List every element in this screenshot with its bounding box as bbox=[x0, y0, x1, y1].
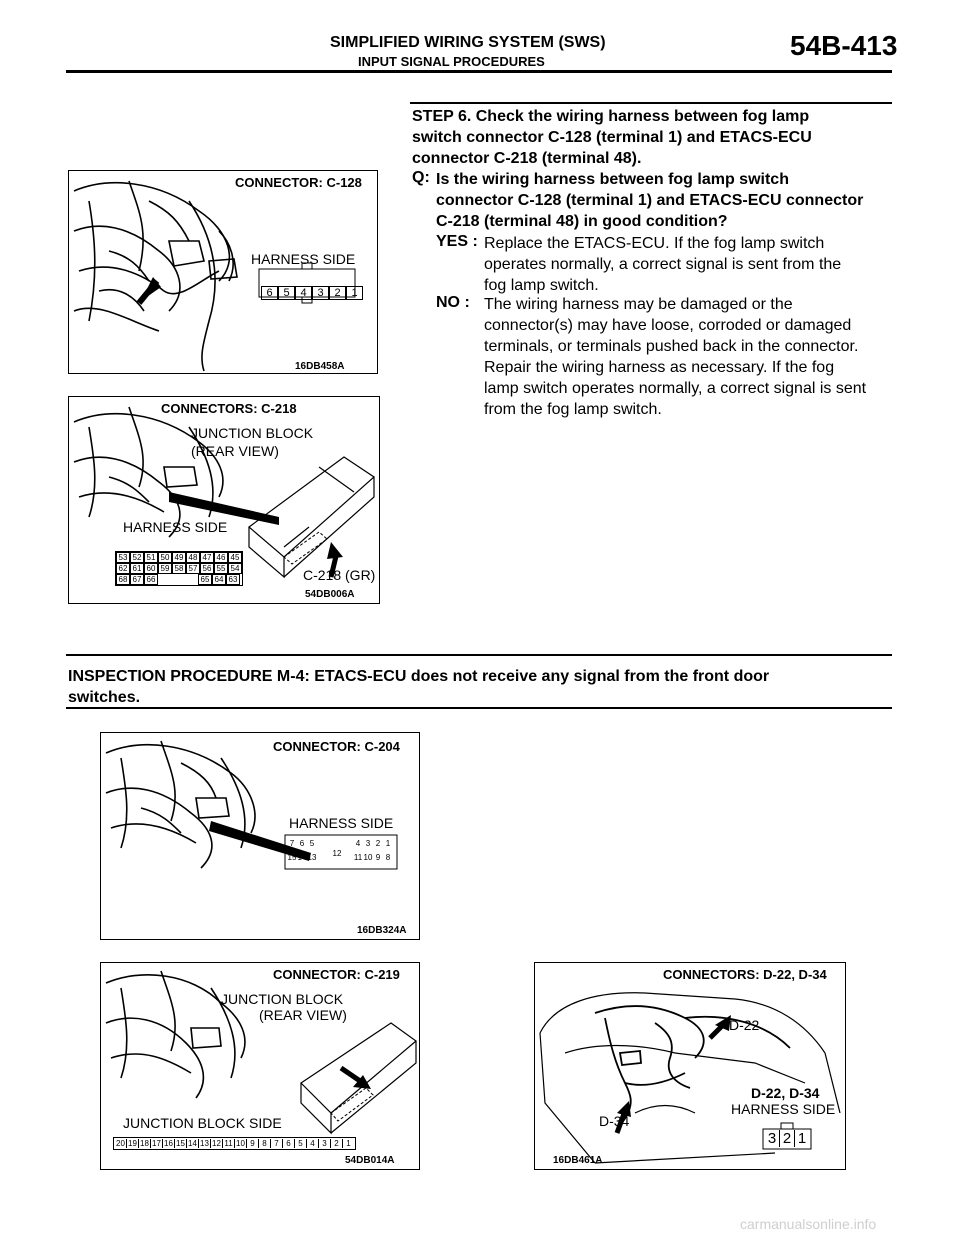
fig1-harness-label: HARNESS SIDE bbox=[251, 251, 356, 267]
fig2-pin-grid bbox=[115, 551, 243, 586]
fig5-title: CONNECTORS: D-22, D-34 bbox=[663, 967, 827, 982]
fig4-jb-side-label: JUNCTION BLOCK SIDE bbox=[123, 1115, 282, 1131]
question-text: Is the wiring harness between fog lamp switch connector C-128 (terminal 1) and ETACS-ECU connector C-218 (terminal 48) in good condition? bbox=[436, 171, 864, 230]
pin: 6 bbox=[299, 839, 305, 848]
pin: 20 bbox=[115, 1139, 127, 1148]
fig2-jb-label: JUNCTION BLOCK bbox=[191, 425, 314, 441]
step-heading: STEP 6. Check the wiring harness between fog lamp switch connector C-128 (terminal 1) and ETACS-ECU connector C-218 (terminal 48). bbox=[412, 108, 812, 167]
pin: 1 bbox=[346, 1139, 351, 1148]
pin: 50 bbox=[158, 552, 172, 563]
pin: 1 bbox=[797, 1130, 807, 1147]
figure-d22-d34 bbox=[534, 962, 846, 1170]
fig4-pin-strip bbox=[113, 1137, 356, 1150]
fig5-harness-label: HARNESS SIDE bbox=[731, 1101, 836, 1117]
pin: 8 bbox=[385, 853, 391, 862]
header-rule bbox=[66, 70, 892, 73]
page-number: 54B-413 bbox=[790, 30, 898, 61]
step-rule bbox=[410, 102, 892, 104]
pin: 68 bbox=[116, 574, 130, 585]
pin: 67 bbox=[130, 574, 144, 585]
pin: 14 bbox=[297, 853, 307, 862]
pin: 54 bbox=[228, 563, 242, 574]
figure-c218 bbox=[68, 396, 380, 604]
no-text: The wiring harness may be damaged or the connector(s) may have loose, corroded or damaged terminals, or terminals pushed back in the connector. Repair the wiring harness as necessary. If the fog lamp switch operates normally, a correct signal is sent from the fog lamp switch. bbox=[484, 296, 867, 418]
pin: 2 bbox=[780, 1130, 795, 1147]
pin: 13 bbox=[307, 853, 317, 862]
fig3-pins-top-left bbox=[287, 839, 317, 848]
pin: 5 bbox=[309, 839, 315, 848]
pin: 10 bbox=[235, 1139, 247, 1148]
fig3-pins-bottom-right bbox=[353, 853, 393, 862]
fig1-code: 16DB458A bbox=[295, 361, 345, 372]
fig3-pins-top-right bbox=[353, 839, 393, 848]
no-label: NO : bbox=[436, 294, 470, 311]
fig2-title: CONNECTORS: C-218 bbox=[161, 401, 297, 416]
pin: 49 bbox=[172, 552, 186, 563]
header-subtitle: INPUT SIGNAL PROCEDURES bbox=[358, 54, 545, 69]
pin: 15 bbox=[287, 853, 297, 862]
pin: 7 bbox=[271, 1139, 283, 1148]
pin: 11 bbox=[223, 1139, 235, 1148]
pin: 56 bbox=[200, 563, 214, 574]
pin: 48 bbox=[186, 552, 200, 563]
header-title: SIMPLIFIED WIRING SYSTEM (SWS) bbox=[330, 34, 606, 51]
pin: 2 bbox=[375, 839, 381, 848]
procedure-rule-bottom bbox=[66, 707, 892, 709]
pin: 5 bbox=[278, 286, 295, 300]
fig2-code: 54DB006A bbox=[305, 589, 355, 600]
pin: 1 bbox=[346, 286, 363, 300]
fig4-jb-label: JUNCTION BLOCK bbox=[221, 991, 344, 1007]
pin: 64 bbox=[212, 574, 226, 585]
pin: 51 bbox=[144, 552, 158, 563]
fig5-code: 16DB461A bbox=[553, 1155, 603, 1166]
pin: 58 bbox=[172, 563, 186, 574]
dashboard-illustration bbox=[101, 733, 419, 939]
fig5-d22-d34-label: D-22, D-34 bbox=[751, 1085, 820, 1101]
pin: 1 bbox=[385, 839, 391, 848]
fig3-code: 16DB324A bbox=[357, 925, 407, 936]
pin: 15 bbox=[175, 1139, 187, 1148]
pin: 59 bbox=[158, 563, 172, 574]
procedure-rule-top bbox=[66, 654, 892, 656]
pin: 8 bbox=[259, 1139, 271, 1148]
dashboard-illustration bbox=[69, 171, 377, 373]
pin: 57 bbox=[186, 563, 200, 574]
question-label: Q: bbox=[412, 169, 430, 186]
pin: 4 bbox=[295, 286, 312, 300]
fig1-title: CONNECTOR: C-128 bbox=[235, 175, 362, 190]
pin: 2 bbox=[329, 286, 346, 300]
pin: 13 bbox=[199, 1139, 211, 1148]
pin: 12 bbox=[211, 1139, 223, 1148]
pin: 12 bbox=[332, 849, 342, 858]
pin: 19 bbox=[127, 1139, 139, 1148]
pin: 61 bbox=[130, 563, 144, 574]
pin: 45 bbox=[228, 552, 242, 563]
pin: 53 bbox=[116, 552, 130, 563]
yes-text: Replace the ETACS-ECU. If the fog lamp switch operates normally, a correct signal is sent from the fog lamp switch. bbox=[484, 235, 842, 294]
fig2-rear-label: (REAR VIEW) bbox=[191, 443, 279, 459]
pin: 46 bbox=[214, 552, 228, 563]
pin: 52 bbox=[130, 552, 144, 563]
pin: 9 bbox=[375, 853, 381, 862]
pin: 60 bbox=[144, 563, 158, 574]
fig2-harness-label: HARNESS SIDE bbox=[123, 519, 228, 535]
pin: 3 bbox=[765, 1130, 780, 1147]
fig3-harness-label: HARNESS SIDE bbox=[289, 815, 394, 831]
pin: 65 bbox=[198, 574, 212, 585]
fig1-pins bbox=[261, 286, 363, 300]
fig5-pins bbox=[765, 1130, 809, 1147]
figure-c219 bbox=[100, 962, 420, 1170]
fig3-title: CONNECTOR: C-204 bbox=[273, 739, 400, 754]
pin: 14 bbox=[187, 1139, 199, 1148]
pin: 18 bbox=[139, 1139, 151, 1148]
pin: 3 bbox=[365, 839, 371, 848]
pin: 10 bbox=[363, 853, 373, 862]
fig5-d34-label: D-34 bbox=[599, 1113, 630, 1129]
fig4-rear-label: (REAR VIEW) bbox=[259, 1007, 347, 1023]
pin: 66 bbox=[144, 574, 158, 585]
pin: 6 bbox=[261, 286, 278, 300]
pin: 62 bbox=[116, 563, 130, 574]
pin: 6 bbox=[283, 1139, 295, 1148]
pin: 3 bbox=[312, 286, 329, 300]
pin: 47 bbox=[200, 552, 214, 563]
pin: 63 bbox=[226, 574, 240, 585]
pin: 2 bbox=[331, 1139, 343, 1148]
procedure-heading: INSPECTION PROCEDURE M-4: ETACS-ECU does not receive any signal from the front door switches. bbox=[68, 668, 770, 706]
pin: 7 bbox=[289, 839, 295, 848]
pin: 11 bbox=[353, 853, 363, 862]
figure-c128 bbox=[68, 170, 378, 374]
fig5-d22-label: D-22 bbox=[729, 1017, 760, 1033]
pin: 4 bbox=[355, 839, 361, 848]
pin: 9 bbox=[247, 1139, 259, 1148]
pin: 5 bbox=[295, 1139, 307, 1148]
pin: 55 bbox=[214, 563, 228, 574]
pin: 17 bbox=[151, 1139, 163, 1148]
yes-label: YES : bbox=[436, 233, 478, 250]
pin: 3 bbox=[319, 1139, 331, 1148]
figure-c204 bbox=[100, 732, 420, 940]
footer-watermark: carmanualsonline.info bbox=[740, 1216, 877, 1232]
fig2-connector-label: C-218 (GR) bbox=[303, 567, 376, 583]
fig4-title: CONNECTOR: C-219 bbox=[273, 967, 400, 982]
fig3-pins-bottom-left bbox=[287, 853, 317, 862]
pin: 4 bbox=[307, 1139, 319, 1148]
pin: 16 bbox=[163, 1139, 175, 1148]
fig4-code: 54DB014A bbox=[345, 1155, 395, 1166]
